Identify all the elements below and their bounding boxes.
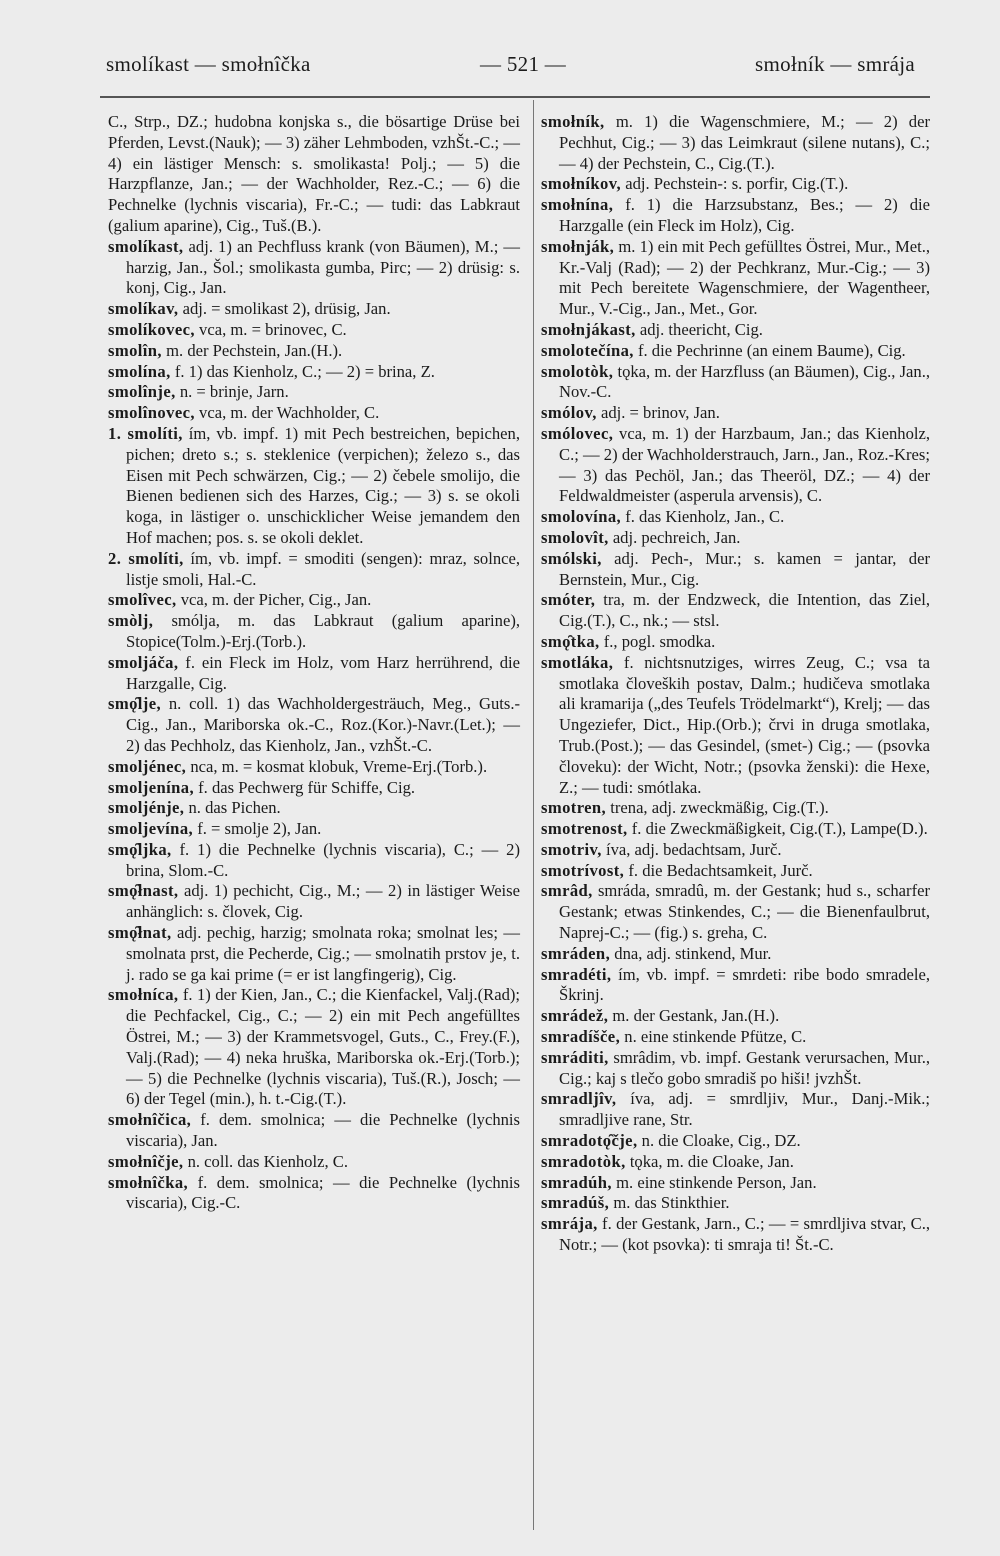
entry-headword: smołníkov, bbox=[541, 174, 622, 194]
dictionary-entry bbox=[108, 403, 520, 424]
entry-headword: smołnîčje, bbox=[108, 1151, 184, 1171]
entry-definition: m. 1) die Wagenschmiere, M.; — 2) der Pechhut, Cig.; — 3) das Leimkraut (silene nutans), C.; — 4) der Pechstein, C., Cig.(T.). bbox=[559, 112, 930, 173]
entry-headword: smolîvec, bbox=[108, 590, 177, 610]
dictionary-entry bbox=[541, 174, 930, 195]
dictionary-entry bbox=[108, 382, 520, 403]
entry-definition: adj. = brinov, Jan. bbox=[596, 403, 720, 423]
entry-definition: tra, m. der Endzweck, die Intention, das Ziel, Cig.(T.), C., nk.; — stsl. bbox=[559, 590, 930, 631]
entry-headword: smolînje, bbox=[108, 382, 176, 402]
entry-definition: vca, m. = brinovec, C. bbox=[194, 319, 347, 339]
entry-headword: smoljenína, bbox=[108, 777, 194, 797]
right-column bbox=[541, 112, 930, 1256]
entry-headword: smrádež, bbox=[541, 1006, 609, 1026]
entry-headword: smrâd, bbox=[541, 881, 593, 901]
entry-headword: smǫ̑łnat, bbox=[108, 923, 172, 943]
dictionary-entry bbox=[108, 985, 520, 1110]
entry-headword: smotrenost, bbox=[541, 819, 628, 839]
entry-headword: smradotǫ̑čje, bbox=[541, 1131, 638, 1151]
entry-headword: smolînovec, bbox=[108, 403, 195, 423]
dictionary-entry bbox=[541, 1027, 930, 1048]
header-left-guide-words: smolíkast — smołnîčka bbox=[106, 52, 311, 76]
page-number: — 521 — bbox=[480, 52, 567, 76]
entry-headword: 2. smolíti, bbox=[108, 548, 184, 568]
entry-definition: dna, adj. stinkend, Mur. bbox=[610, 943, 772, 963]
dictionary-entry bbox=[541, 1173, 930, 1194]
dictionary-entry bbox=[108, 798, 520, 819]
entry-headword: smòlj, bbox=[108, 611, 154, 631]
entry-definition: f. die Pechrinne (an einem Baume), Cig. bbox=[633, 340, 906, 360]
entry-headword: smolína, bbox=[108, 361, 171, 381]
entry-headword: smołnîčka, bbox=[108, 1172, 189, 1192]
entry-headword: smolotečína, bbox=[541, 340, 634, 360]
dictionary-entry bbox=[541, 840, 930, 861]
entry-definition: f. das Kienholz, Jan., C. bbox=[621, 507, 785, 527]
dictionary-entry bbox=[541, 1193, 930, 1214]
dictionary-entry bbox=[541, 881, 930, 943]
entry-headword: smołnjákast, bbox=[541, 319, 636, 339]
dictionary-entry bbox=[108, 424, 520, 549]
entry-headword: smǫ̑tka, bbox=[541, 631, 600, 651]
entry-definition: m. das Stinkthier. bbox=[609, 1193, 730, 1213]
entry-headword: smoljevína, bbox=[108, 819, 194, 839]
dictionary-entry bbox=[541, 528, 930, 549]
dictionary-entry bbox=[541, 507, 930, 528]
page-header bbox=[100, 52, 915, 82]
entry-definition: smrâdim, vb. impf. Gestank verursachen, Mur., Cig.; kaj s tlečo gobo smradiš po hiši! jvzhŠt. bbox=[559, 1047, 930, 1088]
entry-definition: f., pogl. smodka. bbox=[599, 631, 716, 651]
entry-headword: smolíkav, bbox=[108, 299, 179, 319]
entry-definition: m. der Gestank, Jan.(H.). bbox=[608, 1006, 780, 1026]
dictionary-entry bbox=[108, 299, 520, 320]
dictionary-entry bbox=[108, 778, 520, 799]
entry-definition: f. ein Fleck im Holz, vom Harz herrührend, die Harzgalle, Cig. bbox=[126, 652, 520, 693]
entry-definition: f. 1) die Pechnelke (lychnis viscaria), C.; — 2) brina, Slom.-C. bbox=[126, 839, 520, 880]
entry-headword: smradljîv, bbox=[541, 1089, 617, 1109]
entry-definition: adj. Pechstein-: s. porfir, Cig.(T.). bbox=[621, 174, 849, 194]
entry-definition: adj. Pech-, Mur.; s. kamen = jantar, der Bernstein, Mur., Cig. bbox=[559, 548, 930, 589]
entry-headword: smǫ̑lje, bbox=[108, 694, 162, 714]
entry-headword: smoljénje, bbox=[108, 798, 185, 818]
entry-headword: smráden, bbox=[541, 943, 611, 963]
dictionary-entry bbox=[541, 195, 930, 237]
entry-headword: smǫ̑ljka, bbox=[108, 839, 172, 859]
dictionary-entry bbox=[108, 112, 520, 237]
dictionary-entry bbox=[108, 694, 520, 756]
entry-definition: vca, m. der Picher, Cig., Jan. bbox=[176, 590, 372, 610]
entry-definition: f. die Bedachtsamkeit, Jurč. bbox=[624, 860, 813, 880]
entry-headword: smolovína, bbox=[541, 507, 622, 527]
entry-headword: smóter, bbox=[541, 590, 596, 610]
dictionary-entry bbox=[108, 590, 520, 611]
entry-headword: smrája, bbox=[541, 1214, 598, 1234]
dictionary-entry bbox=[108, 1152, 520, 1173]
dictionary-entry bbox=[541, 424, 930, 507]
entry-definition: m. 1) ein mit Pech gefülltes Östrei, Mur., Met., Kr.-Valj (Rad); — 2) der Pechkranz, Mur.-Cig.; — 3) mit Pech bereitete Wagenschmiere, der Wagentheer, Mur., V.-Cig., Jan., Met., Gor. bbox=[559, 236, 930, 319]
entry-definition: adj. = smolikast 2), drüsig, Jan. bbox=[178, 299, 391, 319]
entry-definition: adj. pechreich, Jan. bbox=[608, 527, 741, 547]
entry-definition: íva, adj. = smrdljiv, Mur., Danj.-Mik.; smradljive rane, Str. bbox=[559, 1089, 930, 1130]
entry-definition: n. coll. das Kienholz, C. bbox=[183, 1151, 348, 1171]
entry-headword: smradúh, bbox=[541, 1172, 612, 1192]
dictionary-entry bbox=[541, 965, 930, 1007]
entry-headword: smradéti, bbox=[541, 964, 612, 984]
entry-headword: smotláka, bbox=[541, 652, 614, 672]
dictionary-entry bbox=[108, 320, 520, 341]
dictionary-entry bbox=[541, 341, 930, 362]
dictionary-entry bbox=[108, 819, 520, 840]
dictionary-entry bbox=[541, 632, 930, 653]
entry-headword: smǫ̑łnast, bbox=[108, 881, 179, 901]
dictionary-entry bbox=[541, 1214, 930, 1256]
entry-headword: smolíkast, bbox=[108, 236, 184, 256]
entry-headword: smołnják, bbox=[541, 236, 615, 256]
dictionary-entry bbox=[108, 1173, 520, 1215]
header-right-guide-words: smołník — smrája bbox=[755, 52, 915, 76]
entry-definition: vca, m. 1) der Harzbaum, Jan.; das Kienholz, C.; — 2) der Wachholderstrauch, Jarn., Jan., Roz.-Kres; — 3) das Pechöl, Jan.; das Theeröl, DZ.; — 4) der Feldwaldmeister (asperula arvensis), C. bbox=[559, 423, 930, 506]
dictionary-entry bbox=[108, 362, 520, 383]
entry-definition: vca, m. der Wachholder, C. bbox=[194, 403, 380, 423]
dictionary-entry bbox=[541, 1006, 930, 1027]
entry-headword: smólovec, bbox=[541, 423, 614, 443]
entry-headword: smołníca, bbox=[108, 985, 179, 1005]
dictionary-entry bbox=[541, 1152, 930, 1173]
entry-definition: f. dem. smolnica; — die Pechnelke (lychnis viscaria), Jan. bbox=[126, 1110, 520, 1151]
entry-headword: smotren, bbox=[541, 798, 607, 818]
dictionary-entry bbox=[108, 1110, 520, 1152]
left-column bbox=[108, 112, 520, 1214]
dictionary-entry bbox=[541, 798, 930, 819]
entry-headword: smráditi, bbox=[541, 1047, 609, 1067]
dictionary-entry bbox=[541, 1048, 930, 1090]
dictionary-entry bbox=[108, 611, 520, 653]
entry-definition: f. dem. smolnica; — die Pechnelke (lychnis viscaria), Cig.-C. bbox=[126, 1172, 520, 1213]
entry-definition: n. coll. 1) das Wachholdergesträuch, Meg., Guts.-Cig., Jan., Mariborska ok.-C., Roz.(Kor.)-Navr.(Let.); — 2) das Pechholz, das Kienholz, Jan., vzhŠt.-C. bbox=[126, 694, 520, 755]
dictionary-entry bbox=[108, 881, 520, 923]
entry-definition: íva, adj. bedachtsam, Jurč. bbox=[601, 839, 782, 859]
entry-definition: trena, adj. zweckmäßig, Cig.(T.). bbox=[606, 798, 829, 818]
dictionary-entry bbox=[541, 549, 930, 591]
entry-definition: n. das Pichen. bbox=[184, 798, 281, 818]
dictionary-entry bbox=[108, 549, 520, 591]
entry-definition: f. 1) der Kien, Jan., C.; die Kienfackel, Valj.(Rad); die Pechfackel, Cig., C.; — 2) ein mit Pech angefülltes Östrei, M.; — 3) der Krammetsvogel, Guts., C., Frey.(F.), Valj.(Rad); — 4) neka hruška, Mariborska ok.-Erj.(Torb.); — 5) die Pechnelke (lychnis viscaria), Tuš.(R.), Josch; — 6) der Tegel (min.), h. t.-Cig.(T.). bbox=[126, 985, 520, 1109]
header-rule bbox=[100, 96, 930, 98]
dictionary-entry bbox=[541, 237, 930, 320]
entry-definition: m. eine stinkende Person, Jan. bbox=[611, 1172, 817, 1192]
entry-headword: smólski, bbox=[541, 548, 602, 568]
entry-definition: n. = brinje, Jarn. bbox=[175, 382, 289, 402]
entry-definition: ím, vb. impf. 1) mit Pech bestreichen, bepichen, pichen; dreto s.; s. steklenice (verpichen); železo s., das Eisen mit Pech schwärzen, Cig.; — 2) čebele smolijo, die Bienen bedienen sich des Harzes, Cig.; — 3) s. se okoli koga, in lästiger o. unschicklicher Weise jemandem den Hof machen; pos. s. se okoli deklet. bbox=[126, 423, 520, 547]
dictionary-entry bbox=[108, 341, 520, 362]
entry-definition: adj. pechig, harzig; smolnata roka; smolnat les; — smolnata prst, die Pecherde, Cig.; — smolnatih prstov je, t. j. rado se ga kai prime (= er ist langfingerig), Cig. bbox=[126, 923, 520, 984]
entry-definition: f. nichtsnutziges, wirres Zeug, C.; vsa ta smotlaka človeških postav, Dalm.; hudičeva smotlaka ali kramarija („des Teufels Trödelmarkt“), Krelj; — das Ungeziefer, Dict., Hip.(Orb.); črvi in druga smotlaka, Trub.(Post.); — das Gesindel, (smet-) Cig.; — (psovka človeku): der Wicht, Notr.; (psovka ženski): die Hexe, Z.; — tudi: smótlaka. bbox=[559, 652, 930, 797]
dictionary-entry bbox=[541, 944, 930, 965]
dictionary-entry bbox=[108, 653, 520, 695]
entry-headword: smolovît, bbox=[541, 527, 609, 547]
entry-definition: tǫka, m. die Cloake, Jan. bbox=[625, 1151, 794, 1171]
entry-definition: f. der Gestank, Jarn., C.; — = smrdljiva stvar, C., Notr.; — (kot psovka): ti smraja ti! Št.-C. bbox=[559, 1214, 930, 1255]
entry-headword: smradotòk, bbox=[541, 1151, 626, 1171]
entry-definition: f. die Zweckmäßigkeit, Cig.(T.), Lampe(D.). bbox=[627, 819, 928, 839]
entry-definition: smráda, smradû, m. der Gestank; hud s., scharfer Gestank; etwas Stinkendes, C.; — die Bienenfaulbrut, Naprej-C.; — (fig.) s. greha, C. bbox=[559, 881, 930, 943]
dictionary-entry bbox=[541, 403, 930, 424]
entry-definition: ím, vb. impf. = smrdeti: ribe bodo smradele, Škrinj. bbox=[559, 964, 930, 1005]
entry-headword: smołnína, bbox=[541, 195, 614, 215]
dictionary-entry bbox=[108, 757, 520, 778]
entry-definition: f. 1) die Harzsubstanz, Bes.; — 2) die Harzgalle (ein Fleck im Holz), Cig. bbox=[559, 195, 930, 235]
entry-definition: tǫka, m. der Harzfluss (an Bäumen), Cig., Jan., Nov.-C. bbox=[559, 361, 930, 402]
dictionary-entry bbox=[541, 653, 930, 799]
entry-definition: f. = smolje 2), Jan. bbox=[193, 819, 322, 839]
entry-headword: smoljáča, bbox=[108, 652, 179, 672]
dictionary-entry bbox=[541, 112, 930, 174]
dictionary-entry bbox=[108, 840, 520, 882]
entry-headword: smradúš, bbox=[541, 1193, 610, 1213]
dictionary-entry bbox=[541, 590, 930, 632]
entry-headword: smotrívost, bbox=[541, 860, 625, 880]
entry-headword: smolotòk, bbox=[541, 361, 614, 381]
entry-definition: smólja, m. das Labkraut (galium aparine), Stopice(Tolm.)-Erj.(Torb.). bbox=[126, 611, 520, 651]
dictionary-entry bbox=[541, 362, 930, 404]
entry-headword: smolíkovec, bbox=[108, 319, 195, 339]
entry-definition: n. eine stinkende Pfütze, C. bbox=[620, 1027, 807, 1047]
entry-definition: ím, vb. impf. = smoditi (sengen): mraz, solnce, listje smoli, Hal.-C. bbox=[126, 548, 521, 589]
entry-headword: 1. smolíti, bbox=[108, 423, 183, 443]
dictionary-entry bbox=[541, 320, 930, 341]
entry-headword: smoljénec, bbox=[108, 756, 187, 776]
entry-headword: smolîn, bbox=[108, 340, 162, 360]
entry-definition: nca, m. = kosmat klobuk, Vreme-Erj.(Torb.). bbox=[186, 756, 488, 776]
entry-definition: f. 1) das Kienholz, C.; — 2) = brina, Z. bbox=[170, 361, 435, 381]
entry-headword: smołník, bbox=[541, 112, 605, 131]
column-divider bbox=[533, 100, 534, 1530]
entry-definition: adj. 1) an Pechfluss krank (von Bäumen), M.; — harzig, Jan., Šol.; smolikasta gumba, Pirc; — 2) drüsig: s. konj, Cig., Jan. bbox=[126, 236, 520, 298]
entry-definition: adj. 1) pechicht, Cig., M.; — 2) in lästiger Weise anhänglich: s. človek, Cig. bbox=[126, 881, 520, 922]
entry-definition: C., Strp., DZ.; hudobna konjska s., die bösartige Drüse bei Pferden, Levst.(Nauk); — 3) zäher Lehmboden, vzhŠt.-C.; — 4) ein lästiger Mensch: s. smolikasta! Polj.; — 5) die Harzpflanze, Jan.; — der Wachholder, Rez.-C.; — 6) die Pechnelke (lychnis viscaria), Fr.-C.; — tudi: das Labkraut (galium aparine), Cig., Tuš.(B.). bbox=[108, 112, 520, 235]
entry-definition: n. die Cloake, Cig., DZ. bbox=[637, 1131, 801, 1151]
dictionary-entry bbox=[541, 819, 930, 840]
entry-headword: smólov, bbox=[541, 403, 597, 423]
entry-definition: m. der Pechstein, Jan.(H.). bbox=[161, 340, 343, 360]
dictionary-entry bbox=[541, 1089, 930, 1131]
dictionary-entry bbox=[108, 237, 520, 299]
dictionary-entry bbox=[108, 923, 520, 985]
entry-headword: smradíšče, bbox=[541, 1027, 621, 1047]
entry-headword: smotriv, bbox=[541, 839, 602, 859]
dictionary-entry bbox=[541, 1131, 930, 1152]
entry-definition: adj. theericht, Cig. bbox=[635, 319, 763, 339]
dictionary-entry bbox=[541, 861, 930, 882]
entry-headword: smołnîčica, bbox=[108, 1110, 192, 1130]
entry-definition: f. das Pechwerg für Schiffe, Cig. bbox=[194, 777, 416, 797]
